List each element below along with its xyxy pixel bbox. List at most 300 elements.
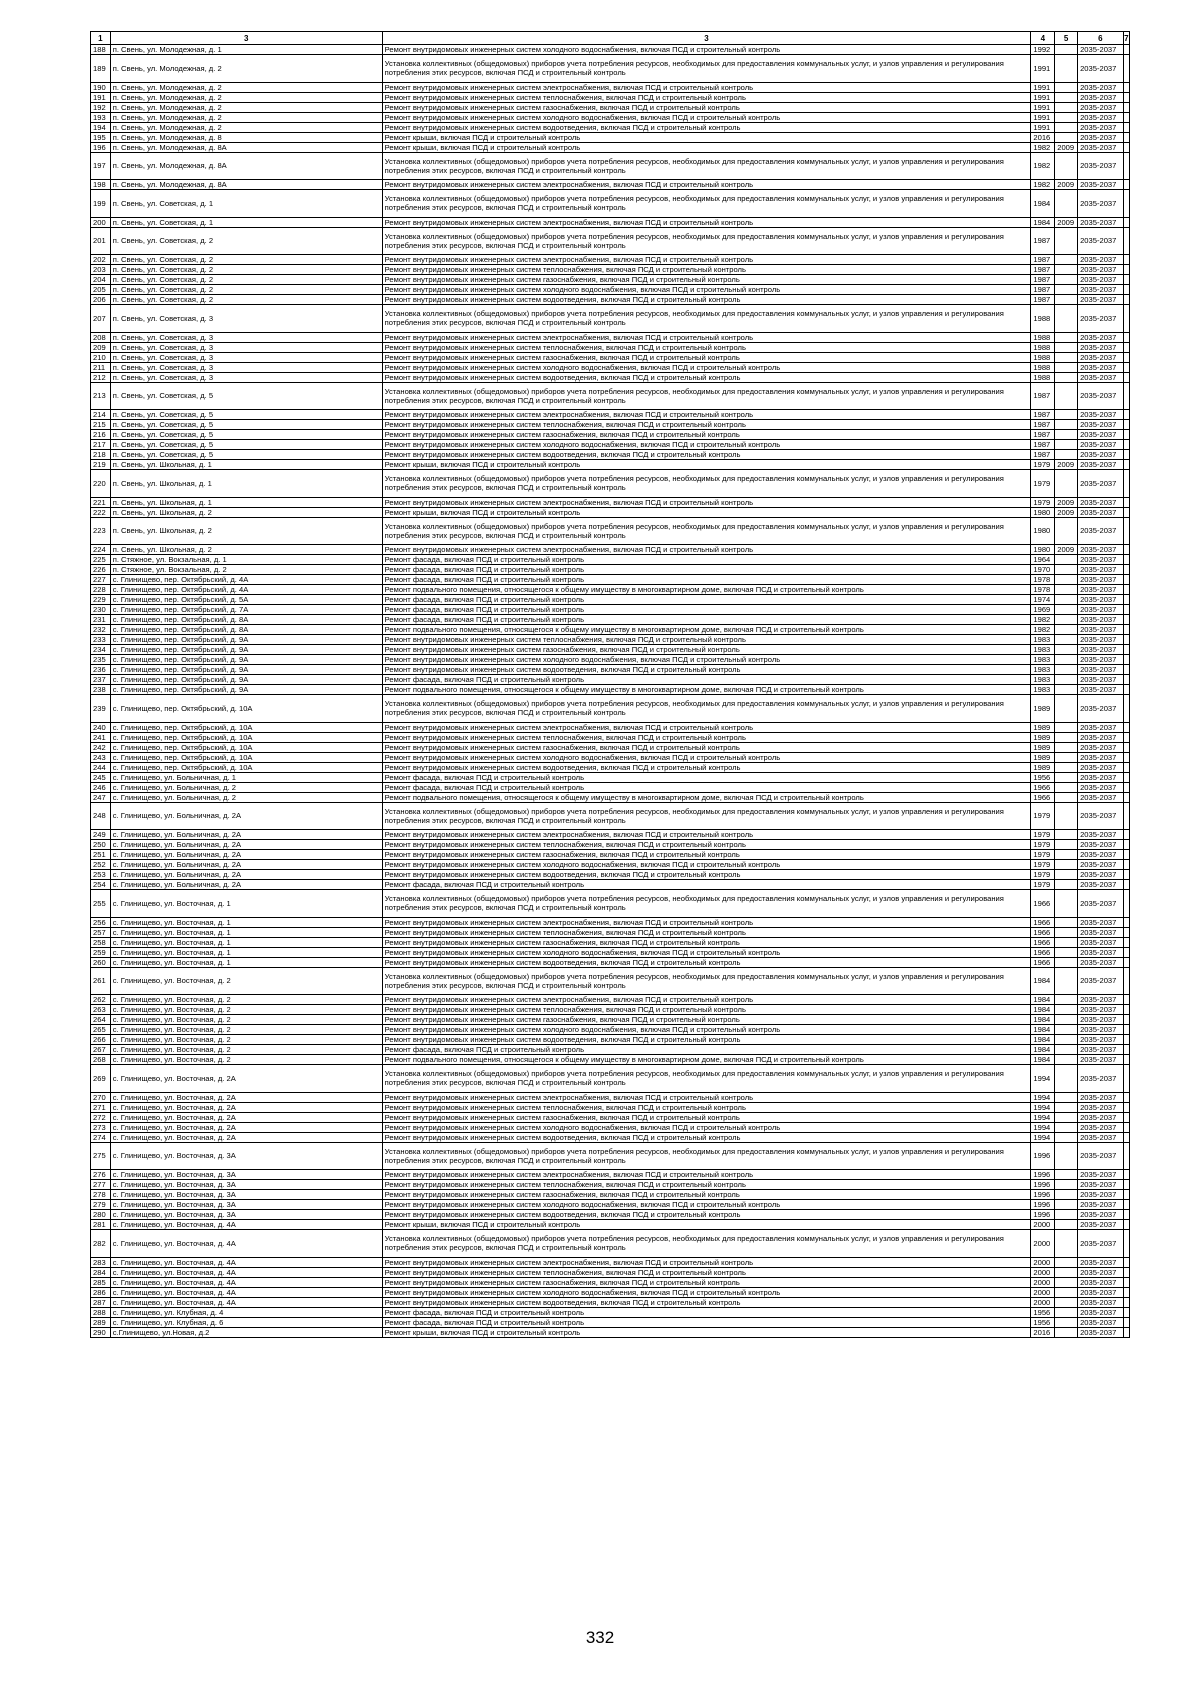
- year-last-repair: [1055, 685, 1078, 695]
- year-built: 2000: [1031, 1297, 1055, 1307]
- year-built: 1979: [1031, 860, 1055, 870]
- row-number: 230: [91, 605, 111, 615]
- work-type: Ремонт внутридомовых инженерных систем электроснабжения, включая ПСД и строительный контроль: [382, 830, 1031, 840]
- row-number: 290: [91, 1327, 111, 1337]
- table-row: [91, 635, 1130, 645]
- work-type: Ремонт внутридомовых инженерных систем газоснабжения, включая ПСД и строительный контроль: [382, 645, 1031, 655]
- row-number: 190: [91, 82, 111, 92]
- year-last-repair: [1055, 1122, 1078, 1132]
- year-built: 2000: [1031, 1230, 1055, 1258]
- planned-period: 2035-2037: [1078, 1035, 1124, 1045]
- year-built: 1991: [1031, 92, 1055, 102]
- header-cell: 3: [382, 32, 1031, 45]
- planned-period: 2035-2037: [1078, 1190, 1124, 1200]
- page-number: 332: [585, 1628, 615, 1647]
- planned-period: 2035-2037: [1078, 1297, 1124, 1307]
- table-row: [91, 732, 1130, 742]
- year-last-repair: [1055, 1015, 1078, 1025]
- row-number: 248: [91, 802, 111, 830]
- address: п. Свень, ул. Советская, д. 1: [110, 217, 382, 227]
- row-number: 270: [91, 1092, 111, 1102]
- work-type: Ремонт внутридомовых инженерных систем теплоснабжения, включая ПСД и строительный контроль: [382, 1102, 1031, 1112]
- work-type: Ремонт фасада, включая ПСД и строительный контроль: [382, 1307, 1031, 1317]
- col-7: [1123, 947, 1129, 957]
- address: п. Свень, ул. Советская, д. 5: [110, 410, 382, 420]
- address: п. Свень, ул. Молодежная, д. 2: [110, 92, 382, 102]
- row-number: 245: [91, 772, 111, 782]
- col-7: [1123, 342, 1129, 352]
- col-7: [1123, 1122, 1129, 1132]
- address: с. Глинищево, ул. Восточная, д. 2А: [110, 1112, 382, 1122]
- year-last-repair: [1055, 372, 1078, 382]
- year-built: 1956: [1031, 772, 1055, 782]
- row-number: 229: [91, 595, 111, 605]
- year-built: 1978: [1031, 585, 1055, 595]
- year-built: 1992: [1031, 45, 1055, 55]
- address: п. Свень, ул. Молодежная, д. 2: [110, 55, 382, 83]
- year-last-repair: [1055, 575, 1078, 585]
- col-7: [1123, 1142, 1129, 1170]
- planned-period: 2035-2037: [1078, 655, 1124, 665]
- year-built: 1994: [1031, 1065, 1055, 1093]
- row-number: 226: [91, 565, 111, 575]
- year-built: 1983: [1031, 675, 1055, 685]
- row-number: 219: [91, 460, 111, 470]
- year-built: 1984: [1031, 1045, 1055, 1055]
- planned-period: 2035-2037: [1078, 1112, 1124, 1122]
- col-7: [1123, 870, 1129, 880]
- col-7: [1123, 625, 1129, 635]
- year-last-repair: [1055, 82, 1078, 92]
- address: с. Глинищево, ул. Восточная, д. 4А: [110, 1267, 382, 1277]
- planned-period: 2035-2037: [1078, 82, 1124, 92]
- year-last-repair: 2009: [1055, 545, 1078, 555]
- planned-period: 2035-2037: [1078, 1170, 1124, 1180]
- table-row: [91, 507, 1130, 517]
- year-built: 1984: [1031, 1035, 1055, 1045]
- address: с. Глинищево, пер. Октябрьский, д. 10А: [110, 762, 382, 772]
- work-type: Ремонт крыши, включая ПСД и строительный контроль: [382, 132, 1031, 142]
- year-last-repair: [1055, 265, 1078, 275]
- work-type: Ремонт фасада, включая ПСД и строительный контроль: [382, 615, 1031, 625]
- col-7: [1123, 685, 1129, 695]
- col-7: [1123, 275, 1129, 285]
- row-number: 288: [91, 1307, 111, 1317]
- table-row: [91, 645, 1130, 655]
- table-row: [91, 695, 1130, 723]
- row-number: 284: [91, 1267, 111, 1277]
- col-7: [1123, 92, 1129, 102]
- work-type: Установка коллективных (общедомовых) приборов учета потребления ресурсов, необходимых для предоставления коммунальных услуг, и узлов управления и регулирования потребления этих ресурсов, включая ПСД и строительный контроль: [382, 470, 1031, 498]
- col-7: [1123, 1180, 1129, 1190]
- address: с. Глинищево, пер. Октябрьский, д. 10А: [110, 742, 382, 752]
- year-last-repair: [1055, 1190, 1078, 1200]
- planned-period: 2035-2037: [1078, 190, 1124, 218]
- planned-period: 2035-2037: [1078, 342, 1124, 352]
- work-type: Ремонт внутридомовых инженерных систем водоотведения, включая ПСД и строительный контроль: [382, 122, 1031, 132]
- work-type: Ремонт внутридомовых инженерных систем теплоснабжения, включая ПСД и строительный контроль: [382, 1267, 1031, 1277]
- planned-period: 2035-2037: [1078, 860, 1124, 870]
- planned-period: 2035-2037: [1078, 615, 1124, 625]
- address: с. Глинищево, пер. Октябрьский, д. 9А: [110, 635, 382, 645]
- address: с. Глинищево, ул. Восточная, д. 2: [110, 1025, 382, 1035]
- planned-period: 2035-2037: [1078, 382, 1124, 410]
- year-last-repair: [1055, 792, 1078, 802]
- address: с. Глинищево, ул. Больничная, д. 2А: [110, 830, 382, 840]
- row-number: 268: [91, 1055, 111, 1065]
- table-row: [91, 772, 1130, 782]
- planned-period: 2035-2037: [1078, 927, 1124, 937]
- row-number: 243: [91, 752, 111, 762]
- year-last-repair: [1055, 440, 1078, 450]
- row-number: 234: [91, 645, 111, 655]
- col-7: [1123, 410, 1129, 420]
- col-7: [1123, 615, 1129, 625]
- row-number: 232: [91, 625, 111, 635]
- planned-period: 2035-2037: [1078, 635, 1124, 645]
- year-built: 1979: [1031, 830, 1055, 840]
- planned-period: 2035-2037: [1078, 1210, 1124, 1220]
- header-cell: 4: [1031, 32, 1055, 45]
- row-number: 282: [91, 1230, 111, 1258]
- table-row: [91, 917, 1130, 927]
- work-type: Ремонт внутридомовых инженерных систем электроснабжения, включая ПСД и строительный контроль: [382, 497, 1031, 507]
- year-last-repair: [1055, 782, 1078, 792]
- year-last-repair: [1055, 635, 1078, 645]
- year-last-repair: [1055, 275, 1078, 285]
- row-number: 221: [91, 497, 111, 507]
- year-last-repair: [1055, 1210, 1078, 1220]
- table-row: [91, 830, 1130, 840]
- year-last-repair: [1055, 1277, 1078, 1287]
- planned-period: 2035-2037: [1078, 255, 1124, 265]
- year-built: 1996: [1031, 1142, 1055, 1170]
- table-row: [91, 450, 1130, 460]
- year-last-repair: [1055, 1025, 1078, 1035]
- work-type: Ремонт внутридомовых инженерных систем электроснабжения, включая ПСД и строительный контроль: [382, 180, 1031, 190]
- year-last-repair: [1055, 957, 1078, 967]
- work-type: Ремонт внутридомовых инженерных систем газоснабжения, включая ПСД и строительный контроль: [382, 352, 1031, 362]
- year-built: 1988: [1031, 305, 1055, 333]
- year-last-repair: [1055, 1132, 1078, 1142]
- year-built: 1988: [1031, 362, 1055, 372]
- work-type: Ремонт внутридомовых инженерных систем теплоснабжения, включая ПСД и строительный контроль: [382, 1005, 1031, 1015]
- address: п. Свень, ул. Школьная, д. 2: [110, 517, 382, 545]
- work-type: Ремонт внутридомовых инженерных систем холодного водоснабжения, включая ПСД и строительный контроль: [382, 655, 1031, 665]
- row-number: 213: [91, 382, 111, 410]
- col-7: [1123, 265, 1129, 275]
- col-7: [1123, 1297, 1129, 1307]
- year-last-repair: [1055, 305, 1078, 333]
- address: с. Глинищево, ул. Восточная, д. 2А: [110, 1132, 382, 1142]
- year-built: 2000: [1031, 1257, 1055, 1267]
- planned-period: 2035-2037: [1078, 362, 1124, 372]
- year-built: 1980: [1031, 507, 1055, 517]
- year-built: 1987: [1031, 410, 1055, 420]
- planned-period: 2035-2037: [1078, 440, 1124, 450]
- table-row: [91, 1015, 1130, 1025]
- year-built: 1987: [1031, 440, 1055, 450]
- year-built: 2016: [1031, 132, 1055, 142]
- work-type: Ремонт фасада, включая ПСД и строительный контроль: [382, 782, 1031, 792]
- header-cell: 3: [110, 32, 382, 45]
- year-last-repair: [1055, 555, 1078, 565]
- table-row: [91, 227, 1130, 255]
- planned-period: 2035-2037: [1078, 595, 1124, 605]
- year-built: 2000: [1031, 1220, 1055, 1230]
- address: с. Глинищево, ул. Восточная, д. 3А: [110, 1200, 382, 1210]
- work-type: Ремонт внутридомовых инженерных систем водоотведения, включая ПСД и строительный контроль: [382, 762, 1031, 772]
- row-number: 287: [91, 1297, 111, 1307]
- work-type: Ремонт фасада, включая ПСД и строительный контроль: [382, 772, 1031, 782]
- year-built: 1984: [1031, 217, 1055, 227]
- planned-period: 2035-2037: [1078, 265, 1124, 275]
- col-7: [1123, 190, 1129, 218]
- work-type: Ремонт крыши, включая ПСД и строительный контроль: [382, 1220, 1031, 1230]
- row-number: 239: [91, 695, 111, 723]
- address: с. Глинищево, ул. Восточная, д. 2: [110, 995, 382, 1005]
- year-built: 1956: [1031, 1307, 1055, 1317]
- year-built: 1982: [1031, 180, 1055, 190]
- work-type: Ремонт внутридомовых инженерных систем газоснабжения, включая ПСД и строительный контроль: [382, 742, 1031, 752]
- year-built: 1966: [1031, 782, 1055, 792]
- planned-period: 2035-2037: [1078, 625, 1124, 635]
- table-row: [91, 1132, 1130, 1142]
- row-number: 197: [91, 152, 111, 180]
- year-last-repair: 2009: [1055, 217, 1078, 227]
- row-number: 220: [91, 470, 111, 498]
- address: с. Глинищево, ул. Восточная, д. 2А: [110, 1092, 382, 1102]
- year-built: 1978: [1031, 575, 1055, 585]
- table-row: [91, 410, 1130, 420]
- year-last-repair: [1055, 1112, 1078, 1122]
- table-row: [91, 470, 1130, 498]
- planned-period: 2035-2037: [1078, 967, 1124, 995]
- work-type: Установка коллективных (общедомовых) приборов учета потребления ресурсов, необходимых для предоставления коммунальных услуг, и узлов управления и регулирования потребления этих ресурсов, включая ПСД и строительный контроль: [382, 967, 1031, 995]
- work-type: Установка коллективных (общедомовых) приборов учета потребления ресурсов, необходимых для предоставления коммунальных услуг, и узлов управления и регулирования потребления этих ресурсов, включая ПСД и строительный контроль: [382, 305, 1031, 333]
- planned-period: 2035-2037: [1078, 1277, 1124, 1287]
- col-7: [1123, 45, 1129, 55]
- address: с.Глинищево, ул.Новая, д.2: [110, 1327, 382, 1337]
- planned-period: 2035-2037: [1078, 555, 1124, 565]
- row-number: 202: [91, 255, 111, 265]
- year-built: 1966: [1031, 937, 1055, 947]
- year-built: 1994: [1031, 1112, 1055, 1122]
- table-row: [91, 460, 1130, 470]
- planned-period: 2035-2037: [1078, 470, 1124, 498]
- work-type: Ремонт внутридомовых инженерных систем холодного водоснабжения, включая ПСД и строительный контроль: [382, 752, 1031, 762]
- year-built: 1984: [1031, 1055, 1055, 1065]
- table-row: [91, 1045, 1130, 1055]
- address: с. Глинищево, пер. Октябрьский, д. 9А: [110, 665, 382, 675]
- table-row: [91, 180, 1130, 190]
- table-row: [91, 305, 1130, 333]
- col-7: [1123, 450, 1129, 460]
- year-last-repair: [1055, 1005, 1078, 1015]
- year-last-repair: [1055, 45, 1078, 55]
- planned-period: 2035-2037: [1078, 830, 1124, 840]
- year-last-repair: 2009: [1055, 180, 1078, 190]
- address: с. Глинищево, ул. Восточная, д. 2А: [110, 1122, 382, 1132]
- col-7: [1123, 665, 1129, 675]
- planned-period: 2035-2037: [1078, 1200, 1124, 1210]
- year-built: 1983: [1031, 685, 1055, 695]
- table-row: [91, 1327, 1130, 1337]
- year-last-repair: [1055, 880, 1078, 890]
- col-7: [1123, 122, 1129, 132]
- work-type: Ремонт внутридомовых инженерных систем водоотведения, включая ПСД и строительный контроль: [382, 957, 1031, 967]
- address: п. Свень, ул. Советская, д. 3: [110, 342, 382, 352]
- col-7: [1123, 180, 1129, 190]
- table-row: [91, 565, 1130, 575]
- year-last-repair: [1055, 595, 1078, 605]
- address: п. Свень, ул. Молодежная, д. 8А: [110, 180, 382, 190]
- address: с. Глинищево, пер. Октябрьский, д. 10А: [110, 752, 382, 762]
- work-type: Ремонт внутридомовых инженерных систем электроснабжения, включая ПСД и строительный контроль: [382, 545, 1031, 555]
- row-number: 254: [91, 880, 111, 890]
- year-built: 1996: [1031, 1190, 1055, 1200]
- table-row: [91, 625, 1130, 635]
- year-built: 1979: [1031, 870, 1055, 880]
- address: п. Свень, ул. Молодежная, д. 8А: [110, 152, 382, 180]
- year-built: 1989: [1031, 695, 1055, 723]
- work-type: Ремонт фасада, включая ПСД и строительный контроль: [382, 555, 1031, 565]
- address: с. Глинищево, ул. Восточная, д. 1: [110, 947, 382, 957]
- col-7: [1123, 1267, 1129, 1277]
- year-built: 1966: [1031, 947, 1055, 957]
- address: с. Глинищево, пер. Октябрьский, д. 9А: [110, 675, 382, 685]
- col-7: [1123, 440, 1129, 450]
- work-type: Ремонт фасада, включая ПСД и строительный контроль: [382, 880, 1031, 890]
- col-7: [1123, 460, 1129, 470]
- year-built: 1987: [1031, 227, 1055, 255]
- col-7: [1123, 255, 1129, 265]
- year-built: 1984: [1031, 1015, 1055, 1025]
- address: с. Глинищево, ул. Восточная, д. 4А: [110, 1230, 382, 1258]
- planned-period: 2035-2037: [1078, 1045, 1124, 1055]
- address: п. Свень, ул. Советская, д. 3: [110, 372, 382, 382]
- col-7: [1123, 1277, 1129, 1287]
- table-row: [91, 362, 1130, 372]
- address: с. Глинищево, пер. Октябрьский, д. 9А: [110, 685, 382, 695]
- row-number: 262: [91, 995, 111, 1005]
- row-number: 208: [91, 332, 111, 342]
- row-number: 223: [91, 517, 111, 545]
- table-row: [91, 555, 1130, 565]
- planned-period: 2035-2037: [1078, 352, 1124, 362]
- planned-period: 2035-2037: [1078, 665, 1124, 675]
- year-built: 1988: [1031, 342, 1055, 352]
- col-7: [1123, 695, 1129, 723]
- work-type: Ремонт внутридомовых инженерных систем водоотведения, включая ПСД и строительный контроль: [382, 1297, 1031, 1307]
- table-row: [91, 575, 1130, 585]
- year-built: 1987: [1031, 265, 1055, 275]
- year-last-repair: [1055, 1297, 1078, 1307]
- address: п. Свень, ул. Советская, д. 3: [110, 362, 382, 372]
- address: с. Глинищево, ул. Восточная, д. 4А: [110, 1277, 382, 1287]
- col-7: [1123, 1210, 1129, 1220]
- year-last-repair: [1055, 410, 1078, 420]
- row-number: 225: [91, 555, 111, 565]
- year-built: 1983: [1031, 655, 1055, 665]
- work-type: Установка коллективных (общедомовых) приборов учета потребления ресурсов, необходимых для предоставления коммунальных услуг, и узлов управления и регулирования потребления этих ресурсов, включая ПСД и строительный контроль: [382, 382, 1031, 410]
- work-type: Ремонт внутридомовых инженерных систем водоотведения, включая ПСД и строительный контроль: [382, 665, 1031, 675]
- col-7: [1123, 1307, 1129, 1317]
- year-built: 1994: [1031, 1102, 1055, 1112]
- table-row: [91, 517, 1130, 545]
- address: с. Глинищево, ул. Восточная, д. 2: [110, 967, 382, 995]
- row-number: 278: [91, 1190, 111, 1200]
- work-type: Ремонт фасада, включая ПСД и строительный контроль: [382, 565, 1031, 575]
- col-7: [1123, 545, 1129, 555]
- table-row: [91, 1200, 1130, 1210]
- planned-period: 2035-2037: [1078, 545, 1124, 555]
- work-type: Ремонт внутридомовых инженерных систем электроснабжения, включая ПСД и строительный контроль: [382, 82, 1031, 92]
- work-type: Ремонт внутридомовых инженерных систем газоснабжения, включая ПСД и строительный контроль: [382, 1112, 1031, 1122]
- address: с. Глинищево, ул. Восточная, д. 2: [110, 1035, 382, 1045]
- year-last-repair: [1055, 332, 1078, 342]
- col-7: [1123, 352, 1129, 362]
- row-number: 267: [91, 1045, 111, 1055]
- address: с. Глинищево, пер. Октябрьский, д. 9А: [110, 645, 382, 655]
- work-type: Ремонт внутридомовых инженерных систем водоотведения, включая ПСД и строительный контроль: [382, 1132, 1031, 1142]
- planned-period: 2035-2037: [1078, 685, 1124, 695]
- year-built: 1991: [1031, 102, 1055, 112]
- year-last-repair: [1055, 1257, 1078, 1267]
- year-last-repair: [1055, 665, 1078, 675]
- year-last-repair: [1055, 517, 1078, 545]
- col-7: [1123, 1230, 1129, 1258]
- table-row: [91, 1122, 1130, 1132]
- row-number: 265: [91, 1025, 111, 1035]
- address: с. Глинищево, пер. Октябрьский, д. 10А: [110, 722, 382, 732]
- work-type: Установка коллективных (общедомовых) приборов учета потребления ресурсов, необходимых для предоставления коммунальных услуг, и узлов управления и регулирования потребления этих ресурсов, включая ПСД и строительный контроль: [382, 55, 1031, 83]
- year-last-repair: [1055, 342, 1078, 352]
- col-7: [1123, 880, 1129, 890]
- row-number: 283: [91, 1257, 111, 1267]
- col-7: [1123, 227, 1129, 255]
- row-number: 227: [91, 575, 111, 585]
- table-row: [91, 332, 1130, 342]
- header-cell: 6: [1078, 32, 1124, 45]
- year-last-repair: [1055, 295, 1078, 305]
- work-type: Установка коллективных (общедомовых) приборов учета потребления ресурсов, необходимых для предоставления коммунальных услуг, и узлов управления и регулирования потребления этих ресурсов, включая ПСД и строительный контроль: [382, 152, 1031, 180]
- year-last-repair: [1055, 655, 1078, 665]
- planned-period: 2035-2037: [1078, 937, 1124, 947]
- table-row: [91, 927, 1130, 937]
- address: п. Свень, ул. Советская, д. 2: [110, 285, 382, 295]
- work-type: Ремонт фасада, включая ПСД и строительный контроль: [382, 1317, 1031, 1327]
- address: с. Глинищево, ул. Восточная, д. 1: [110, 927, 382, 937]
- work-type: Ремонт внутридомовых инженерных систем электроснабжения, включая ПСД и строительный контроль: [382, 722, 1031, 732]
- work-type: Ремонт подвального помещения, относящегося к общему имуществу в многоквартирном доме, включая ПСД и строительный контроль: [382, 585, 1031, 595]
- year-built: 1996: [1031, 1180, 1055, 1190]
- address: с. Глинищево, ул. Восточная, д. 2А: [110, 1102, 382, 1112]
- planned-period: 2035-2037: [1078, 332, 1124, 342]
- row-number: 235: [91, 655, 111, 665]
- planned-period: 2035-2037: [1078, 420, 1124, 430]
- table-row: [91, 285, 1130, 295]
- year-last-repair: [1055, 802, 1078, 830]
- address: с. Глинищево, ул. Восточная, д. 3А: [110, 1142, 382, 1170]
- row-number: 188: [91, 45, 111, 55]
- work-type: Ремонт внутридомовых инженерных систем холодного водоснабжения, включая ПСД и строительный контроль: [382, 362, 1031, 372]
- table-row: [91, 1055, 1130, 1065]
- row-number: 238: [91, 685, 111, 695]
- table-row: [91, 1287, 1130, 1297]
- planned-period: 2035-2037: [1078, 762, 1124, 772]
- planned-period: 2035-2037: [1078, 55, 1124, 83]
